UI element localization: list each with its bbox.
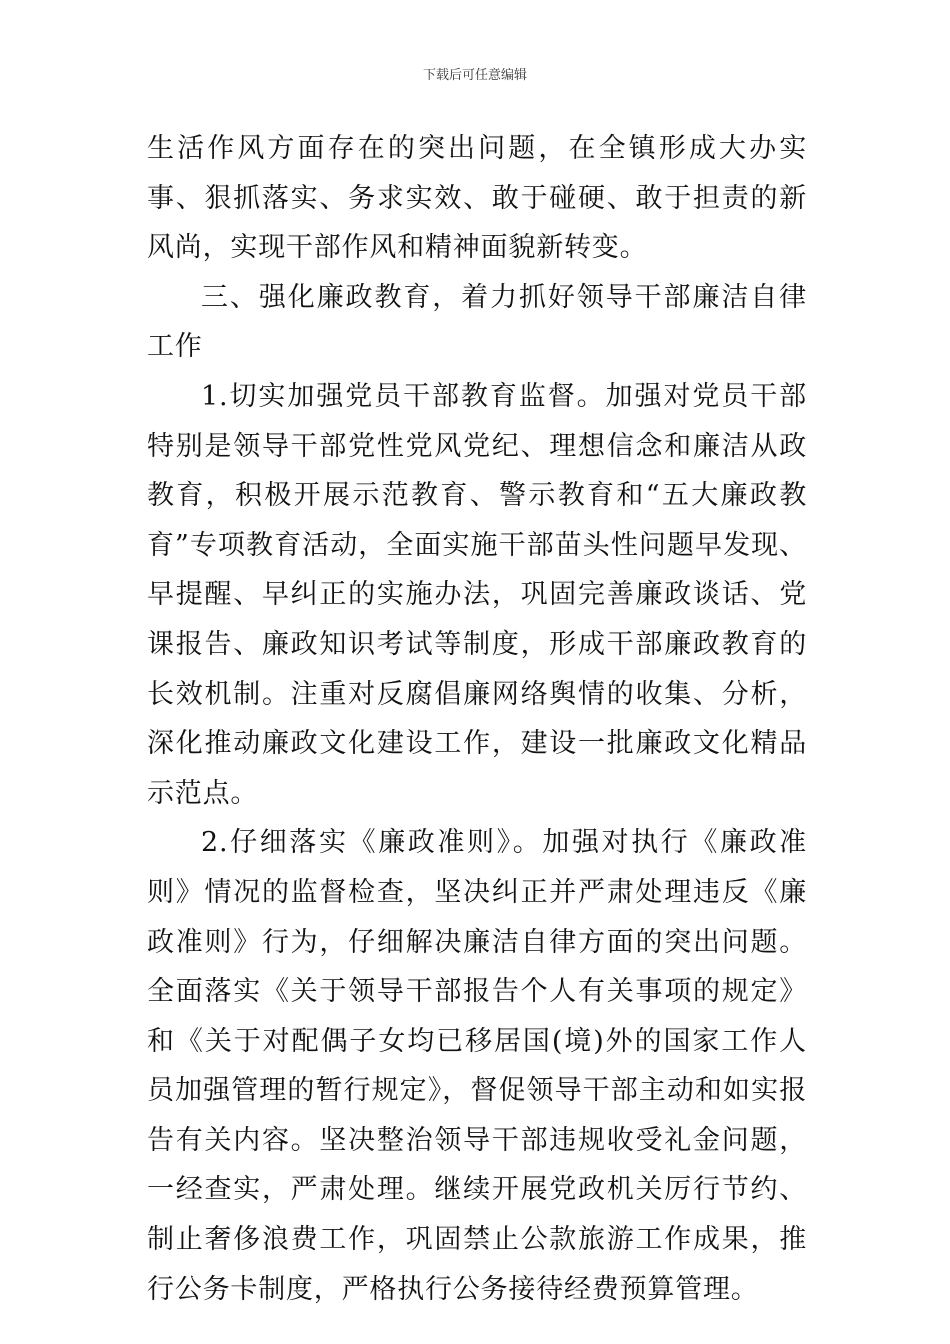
paragraph-item-2: 2.仔细落实《廉政准则》。加强对执行《廉政准则》情况的监督检查，坚决纠正并严肃处理违反《廉政准则》行为，仔细解决廉洁自律方面的突出问题。全面落实《关于领导干部报告个人有关事项的规定》和《关于对配偶子女均已移居国(境)外的国家工作人员加强管理的暂行规定》，督促领导干部主动和如实报告有关内容。坚决整治领导干部违规收受礼金问题，一经查实，严肃处理。继续开展党政机关厉行节约、制止奢侈浪费工作，巩固禁止公款旅游工作成果，推行公务卡制度，严格执行公务接待经费预算管理。 [147,827,807,1305]
page-header-note: 下载后可任意编辑 [422,68,527,83]
document-body [147,124,807,1314]
section-heading: 三、强化廉政教育，着力抓好领导干部廉洁自律工作 [147,281,807,363]
paragraph-continuation: 生活作风方面存在的突出问题，在全镇形成大办实事、狠抓落实、务求实效、敢于碰硬、敢于担责的新风尚，实现干部作风和精神面貌新转变。 [147,133,807,264]
paragraph-item-1: 1.切实加强党员干部教育监督。加强对党员干部特别是领导干部党性党风党纪、理想信念和廉洁从政教育，积极开展示范教育、警示教育和“五大廉政教育”专项教育活动，全面实施干部苗头性问题早发现、早提醒、早纠正的实施办法，巩固完善廉政谈话、党课报告、廉政知识考试等制度，形成干部廉政教育的长效机制。注重对反腐倡廉网络舆情的收集、分析，深化推动廉政文化建设工作，建设一批廉政文化精品示范点。 [147,380,807,809]
